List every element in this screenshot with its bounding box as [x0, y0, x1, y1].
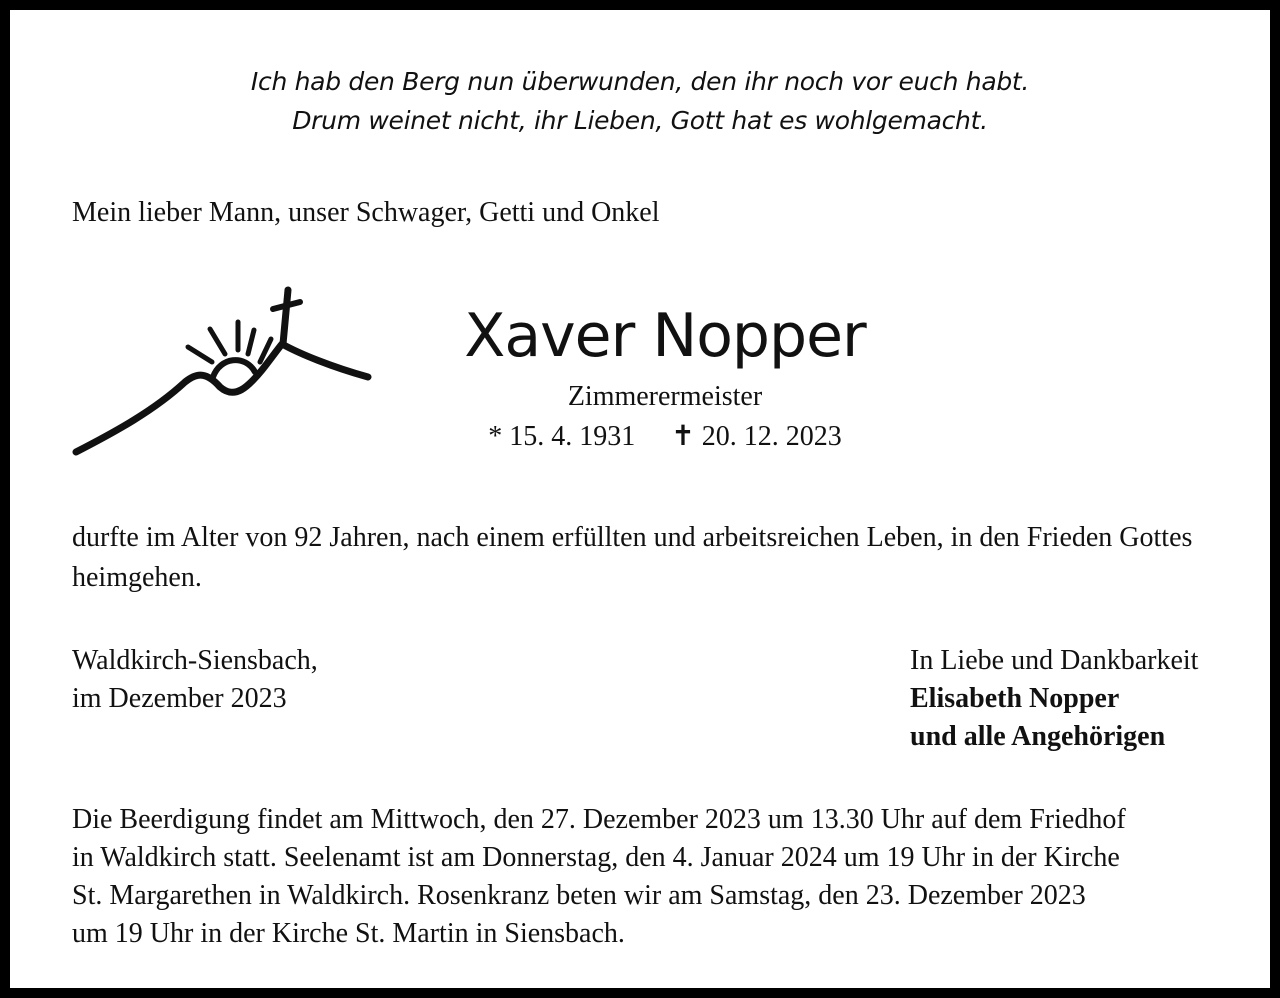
place-line-1: Waldkirch-Siensbach,: [72, 645, 318, 676]
funeral-details: [72, 801, 1237, 953]
mourner-name: Elisabeth Nopper: [910, 683, 1120, 714]
birth-date: * 15. 4. 1931: [488, 421, 636, 452]
mourner-family: und alle Angehörigen: [910, 721, 1166, 752]
mountain-sun-cross-icon: [70, 282, 380, 462]
signoff-line: In Liebe und Dankbarkeit: [910, 645, 1199, 676]
funeral-line-2: in Waldkirch statt. Seelenamt ist am Donnerstag, den 4. Januar 2024 um 19 Uhr in der Kirche: [72, 842, 1120, 873]
funeral-line-3: St. Margarethen in Waldkirch. Rosenkranz beten wir am Samstag, den 23. Dezember 2023: [72, 880, 1086, 911]
motto: [10, 62, 1270, 140]
place-date: [72, 642, 318, 718]
funeral-line-4: um 19 Uhr in der Kirche St. Martin in Siensbach.: [72, 918, 625, 949]
death-date: ✝ 20. 12. 2023: [671, 421, 842, 452]
life-dates: [405, 420, 925, 454]
deceased-profession: Zimmerermeister: [567, 381, 763, 412]
motto-line-1: Ich hab den Berg nun überwunden, den ihr noch vor euch habt.: [250, 67, 1030, 96]
body-text: durfte im Alter von 92 Jahren, nach einem erfüllten und arbeitsreichen Leben, in den Frieden Gottes heimgehen.: [72, 522, 1193, 593]
deceased-block: [405, 298, 925, 454]
deceased-name: Xaver Nopper: [464, 301, 866, 371]
intro-text: Mein lieber Mann, unser Schwager, Getti und Onkel: [72, 197, 660, 228]
motto-line-2: Drum weinet nicht, ihr Lieben, Gott hat es wohlgemacht.: [292, 106, 988, 135]
place-line-2: im Dezember 2023: [72, 683, 287, 714]
signoff: [910, 642, 1198, 756]
funeral-line-1: Die Beerdigung findet am Mittwoch, den 27. Dezember 2023 um 13.30 Uhr auf dem Friedhof: [72, 804, 1126, 835]
